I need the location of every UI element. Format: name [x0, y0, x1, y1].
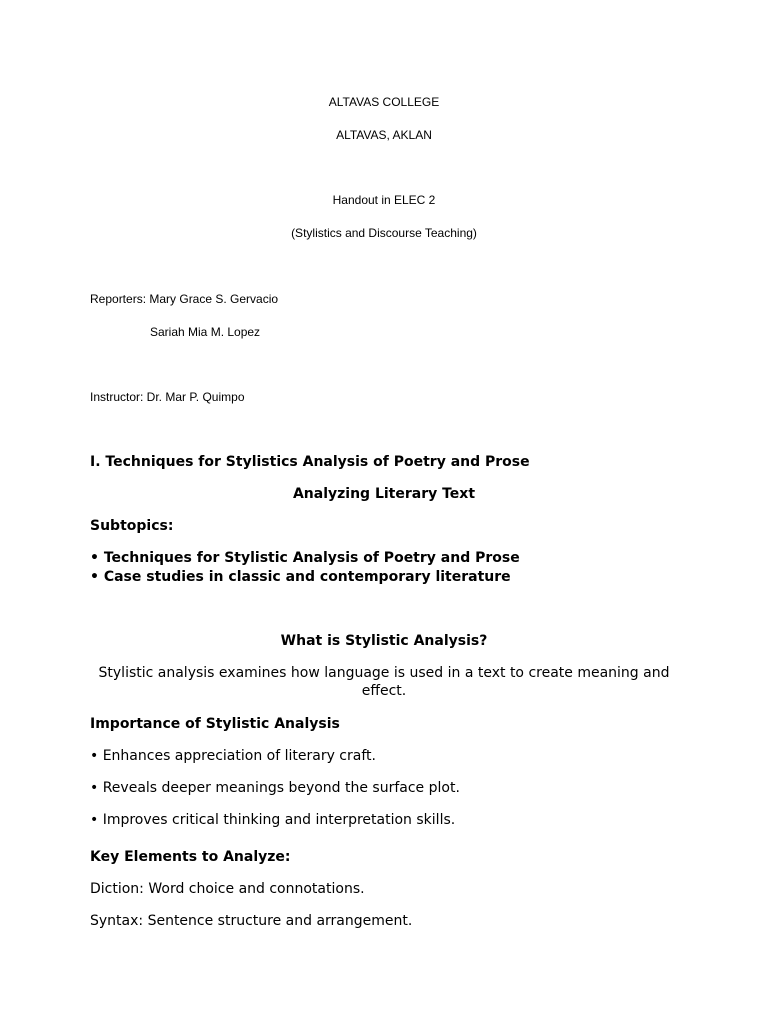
- what-is-text: Stylistic analysis examines how language is used in a text to create meaning and effect.: [98, 665, 670, 699]
- section-heading: I. Techniques for Stylistics Analysis of Poetry and Prose: [90, 454, 530, 470]
- key-element-item: Syntax: Sentence structure and arrangement.: [90, 913, 413, 929]
- importance-item: • Reveals deeper meanings beyond the surface plot.: [90, 780, 460, 796]
- importance-heading: Importance of Stylistic Analysis: [90, 716, 340, 732]
- what-is-heading: What is Stylistic Analysis?: [280, 633, 488, 649]
- importance-item: • Enhances appreciation of literary craft.: [90, 748, 376, 764]
- importance-item: • Improves critical thinking and interpretation skills.: [90, 812, 456, 828]
- reporters-line: Reporters: Mary Grace S. Gervacio: [90, 292, 279, 306]
- college-location: ALTAVAS, AKLAN: [336, 128, 432, 142]
- key-element-item: Diction: Word choice and connotations.: [90, 881, 365, 897]
- subtopic-item: • Techniques for Stylistic Analysis of Poetry and Prose: [90, 550, 520, 566]
- reporter-second: Sariah Mia M. Lopez: [150, 325, 261, 339]
- college-name: ALTAVAS COLLEGE: [328, 95, 440, 109]
- key-elements-heading: Key Elements to Analyze:: [90, 849, 291, 865]
- section-title: Analyzing Literary Text: [292, 486, 476, 502]
- instructor-line: Instructor: Dr. Mar P. Quimpo: [90, 390, 245, 404]
- subtopic-item: • Case studies in classic and contemporary literature: [90, 569, 511, 585]
- subtopics-label: Subtopics:: [90, 518, 174, 534]
- handout-title: Handout in ELEC 2: [332, 193, 436, 207]
- course-title: (Stylistics and Discourse Teaching): [291, 226, 477, 240]
